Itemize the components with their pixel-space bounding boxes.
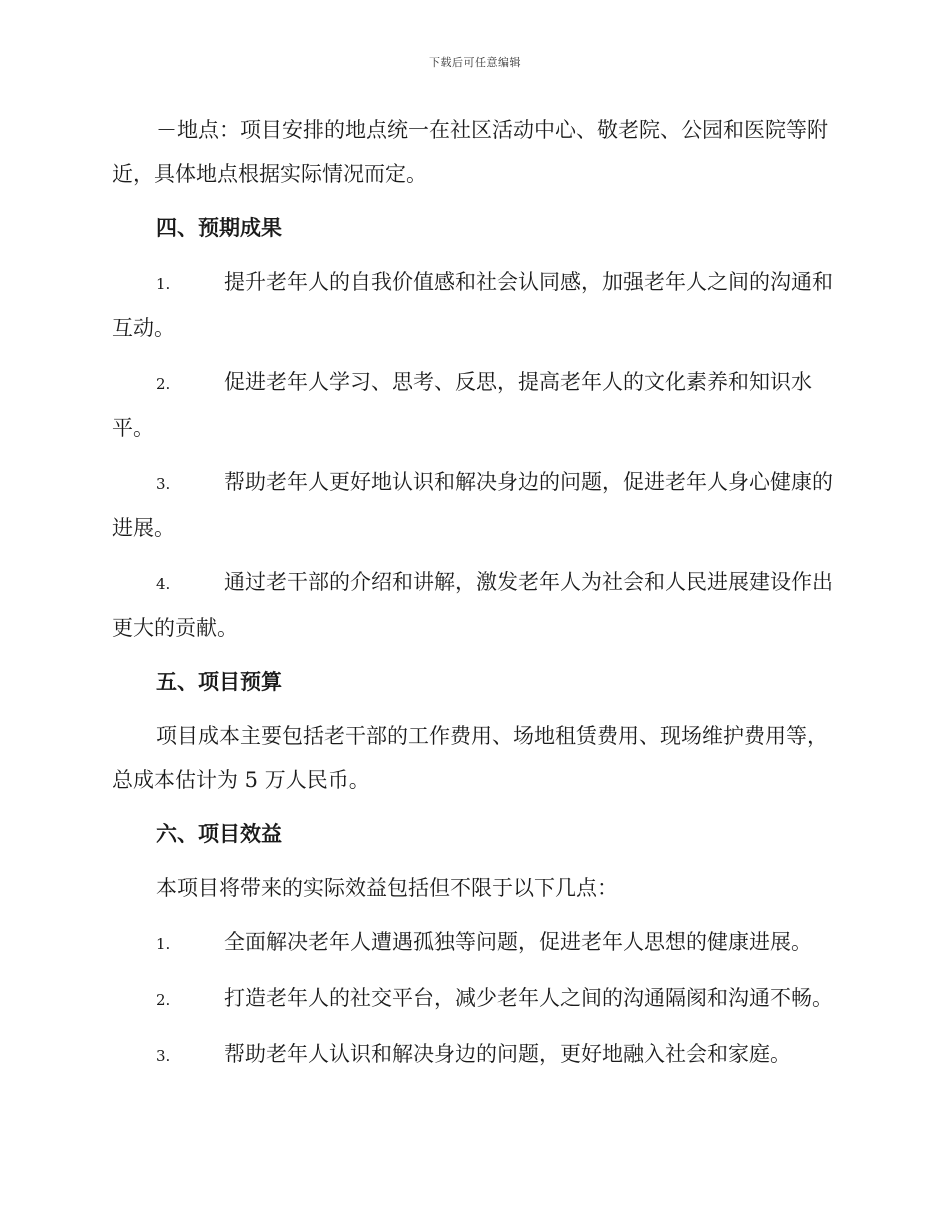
location-paragraph: －地点：项目安排的地点统一在社区活动中心、敬老院、公园和医院等附近，具体地点根据实际情况而定。 <box>112 118 828 186</box>
list-number: 2. <box>156 375 171 393</box>
list-item <box>112 560 834 650</box>
list-number: 3. <box>156 475 171 493</box>
list-text: 全面解决老年人遭遇孤独等问题，促进老年人思想的健康进展。 <box>224 930 812 954</box>
list-number: 4. <box>156 575 171 593</box>
page-header: 下载后可任意编辑 <box>429 56 521 69</box>
list-item <box>112 976 834 1022</box>
list-text: 通过老干部的介绍和讲解，激发老年人为社会和人民进展建设作出更大的贡献。 <box>112 570 833 640</box>
budget-paragraph: 项目成本主要包括老干部的工作费用、场地租赁费用、现场维护费用等，总成本估计为 5 万人民币。 <box>112 724 828 792</box>
list-item <box>112 1032 834 1078</box>
list-text: 打造老年人的社交平台，减少老年人之间的沟通隔阂和沟通不畅。 <box>224 986 833 1010</box>
list-text: 帮助老年人更好地认识和解决身边的问题，促进老年人身心健康的进展。 <box>112 470 833 540</box>
list-number: 1. <box>156 935 171 953</box>
list-text: 帮助老年人认识和解决身边的问题，更好地融入社会和家庭。 <box>224 1042 791 1066</box>
list-text: 提升老年人的自我价值感和社会认同感，加强老年人之间的沟通和互动。 <box>112 270 833 340</box>
section5-heading: 五、项目预算 <box>156 669 282 694</box>
list-text: 促进老年人学习、思考、反思，提高老年人的文化素养和知识水平。 <box>112 370 812 440</box>
section6-heading: 六、项目效益 <box>156 821 282 846</box>
list-item <box>112 460 834 550</box>
document-body <box>112 108 834 1078</box>
list-number: 1. <box>156 275 171 293</box>
list-item <box>112 920 834 966</box>
list-number: 3. <box>156 1047 171 1065</box>
section4-heading: 四、预期成果 <box>156 215 282 240</box>
benefits-intro: 本项目将带来的实际效益包括但不限于以下几点： <box>156 876 618 900</box>
list-item <box>112 260 834 350</box>
list-item <box>112 360 834 450</box>
list-number: 2. <box>156 991 171 1009</box>
